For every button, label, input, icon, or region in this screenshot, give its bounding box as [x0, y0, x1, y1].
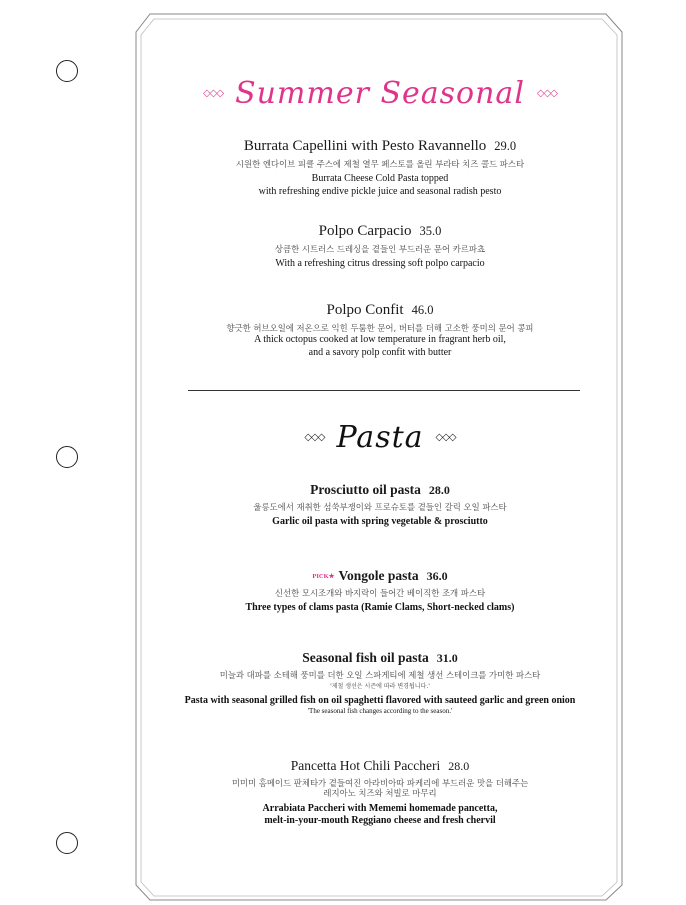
ornament-left: ◇◇◇ — [202, 88, 224, 99]
item-description-ko: 시원한 엔다이브 피클 주스에 제철 열무 페스토를 올린 부라타 치즈 콜드 파스타 — [235, 158, 525, 169]
item-description-ko: 레지아노 치즈와 처빌로 마무리 — [323, 788, 437, 799]
section-divider — [188, 390, 580, 391]
item-name: Polpo Carpacio — [318, 223, 412, 239]
item-description-en: Garlic oil pasta with spring vegetable & prosciutto — [272, 516, 488, 528]
menu-item-vongole-pasta — [150, 568, 610, 615]
item-description-ko: 미미미 홈메이드 판체타가 곁들여진 아라비아따 파케리에 부드러운 맛을 더해주는 — [231, 777, 529, 788]
item-name: Pancetta Hot Chili Paccheri — [290, 758, 441, 773]
menu-item-burrata-capellini — [150, 137, 610, 198]
item-description-en: melt-in-your-mouth Reggiano cheese and fresh chervil — [264, 815, 496, 827]
menu-item-pancetta-hot-chili-paccheri — [150, 758, 610, 828]
ornament-right: ◇◇◇ — [536, 88, 557, 99]
item-description-en: With a refreshing citrus dressing soft polpo carpacio — [275, 258, 485, 270]
pick-badge: PICK★ — [312, 572, 335, 580]
item-name: Polpo Confit — [326, 302, 404, 318]
item-name: Seasonal fish oil pasta — [302, 650, 429, 665]
item-name: Prosciutto oil pasta — [310, 482, 421, 497]
ornament-left: ◇◇◇ — [304, 432, 325, 443]
item-note-en: 'The seasonal fish changes according to the season.' — [307, 707, 453, 716]
item-description-ko: 신선한 모시조개와 바지락이 들어간 베이직한 조개 파스타 — [274, 587, 486, 598]
item-description-ko: 울릉도에서 재취한 섬쑥부쟁이와 프로슈토를 곁들인 갈릭 오일 파스타 — [253, 501, 507, 512]
item-note-ko: '제철 생선은 시즌에 따라 변경됩니다.' — [330, 683, 430, 691]
menu-item-prosciutto-oil-pasta — [150, 482, 610, 529]
item-description-ko: 상큼한 시트러스 드레싱을 곁들인 부드러운 문어 카르파쵸 — [274, 243, 486, 254]
item-name: Vongole pasta — [338, 568, 419, 583]
menu-item-seasonal-fish-oil-pasta — [150, 650, 610, 716]
item-price: 36.0 — [426, 569, 448, 583]
item-description-en: with refreshing endive pickle juice and seasonal radish pesto — [258, 185, 502, 197]
summer-seasonal-heading — [150, 76, 610, 111]
item-price: 28.0 — [448, 759, 470, 773]
item-price: 35.0 — [419, 224, 442, 238]
item-description-en: Burrata Cheese Cold Pasta topped — [311, 173, 449, 185]
menu-item-polpo-carpacio — [150, 222, 610, 271]
item-description-en: Pasta with seasonal grilled fish on oil spaghetti flavored with sauteed garlic and green onion — [184, 694, 576, 706]
item-price: 46.0 — [411, 303, 434, 317]
menu-item-polpo-confit — [150, 301, 610, 359]
item-description-en: Three types of clams pasta (Ramie Clams, Short-necked clams) — [245, 602, 515, 614]
item-description-ko: 미늘과 대파를 소테해 풍미를 더한 오일 스파게티에 제철 생선 스테이크를 가미한 파스타 — [219, 669, 541, 680]
item-price: 31.0 — [436, 651, 458, 665]
item-price: 29.0 — [494, 139, 517, 153]
item-name: Burrata Capellini with Pesto Ravannello — [243, 138, 487, 154]
pasta-heading — [150, 420, 610, 455]
item-price: 28.0 — [428, 483, 450, 497]
item-description-en: A thick octopus cooked at low temperature in fragrant herb oil, — [254, 334, 506, 346]
section-title: Pasta — [336, 420, 424, 455]
section-title: Summer Seasonal — [235, 76, 525, 111]
item-description-ko: 향긋한 허브오일에 저온으로 익힌 두툼한 문어, 버터를 더해 고소한 풍미의 문어 콩피 — [226, 322, 534, 333]
item-description-en: Arrabiata Paccheri with Mememi homemade pancetta, — [262, 802, 498, 814]
item-description-en: and a savory polp confit with butter — [308, 346, 452, 358]
ornament-right: ◇◇◇ — [435, 432, 456, 443]
